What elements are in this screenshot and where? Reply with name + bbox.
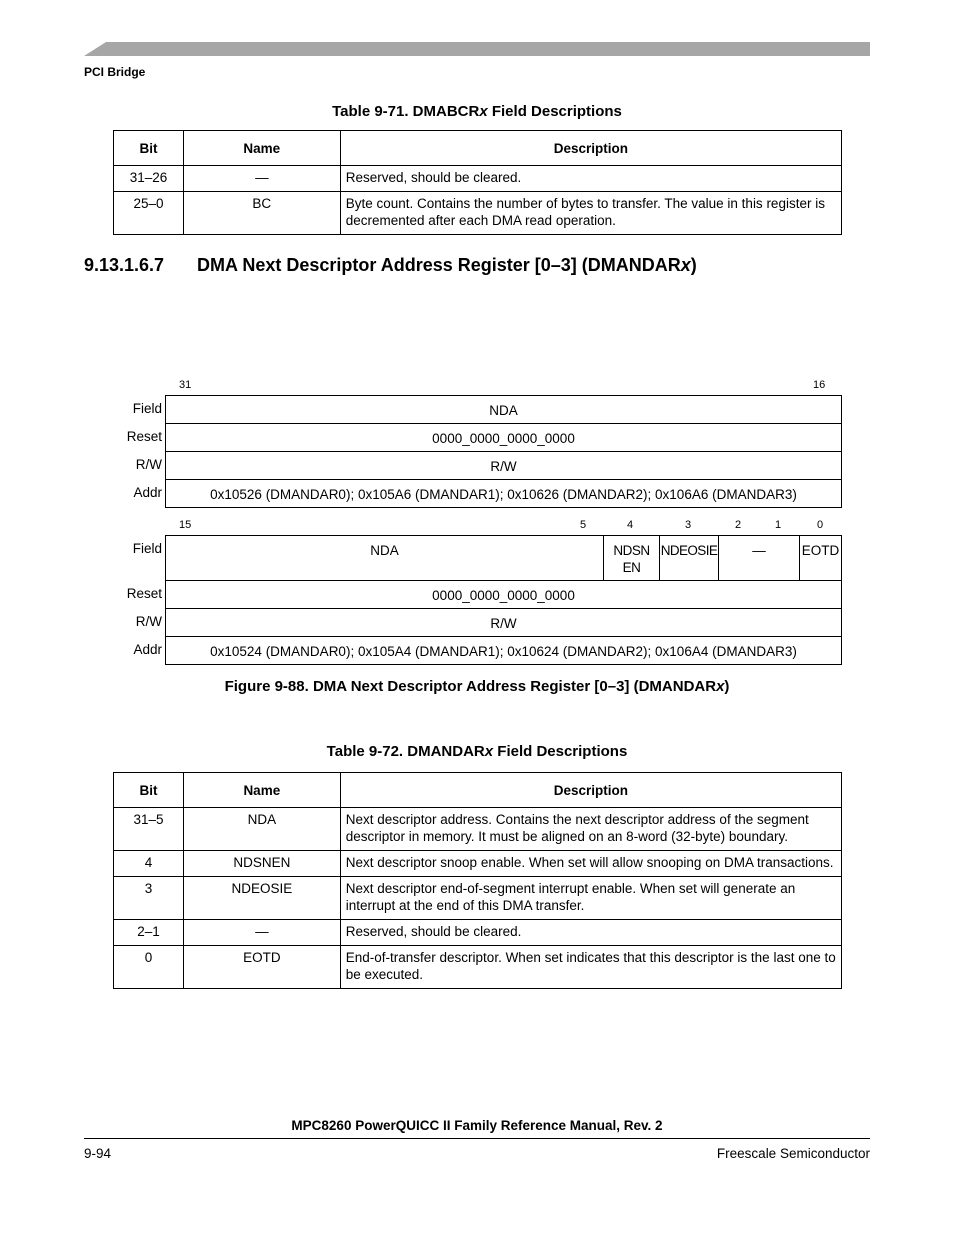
section-heading	[84, 255, 697, 276]
header-description: Description	[340, 131, 841, 166]
bit-number-1: 1	[775, 519, 782, 531]
caption-var: x	[716, 678, 725, 695]
caption-suffix: Field Descriptions	[493, 743, 628, 760]
table-row	[114, 851, 842, 877]
lower-field-eotd: EOTD	[799, 535, 842, 581]
cell-bit: 2–1	[114, 920, 184, 946]
caption-prefix: Figure 9-88. DMA Next Descriptor Address Register [0–3] (DMANDAR	[224, 678, 717, 695]
cell-name: —	[183, 920, 340, 946]
cell-description: Next descriptor end-of-segment interrupt enable. When set will generate an interrupt at the end of this DMA transfer.	[340, 877, 841, 920]
footer-manual-title: MPC8260 PowerQUICC II Family Reference Manual, Rev. 2	[291, 1118, 663, 1133]
table-row	[114, 166, 842, 192]
table-row	[114, 920, 842, 946]
cell-description: Next descriptor snoop enable. When set will allow snooping on DMA transactions.	[340, 851, 841, 877]
caption-suffix: Field Descriptions	[487, 103, 622, 120]
footer-divider	[84, 1138, 870, 1139]
table-9-72	[113, 772, 842, 989]
cell-name: NDEOSIE	[183, 877, 340, 920]
cell-description: Reserved, should be cleared.	[340, 166, 841, 192]
cell-bit: 4	[114, 851, 184, 877]
row-label-rw: R/W	[135, 614, 162, 629]
page-number: 9-94	[84, 1146, 112, 1161]
bit-number-0: 0	[817, 519, 824, 531]
table-row	[114, 192, 842, 235]
caption-suffix: )	[724, 678, 730, 695]
cell-name: —	[183, 166, 340, 192]
section-title-main: DMA Next Descriptor Address Register [0–3] (DMANDAR	[197, 255, 681, 275]
bit-number-5: 5	[580, 519, 587, 531]
cell-description: Byte count. Contains the number of bytes to transfer. The value in this register is decremented after each DMA read operation.	[340, 192, 841, 235]
lower-field-nda: NDA	[165, 535, 604, 581]
row-label-field: Field	[132, 541, 162, 556]
cell-bit: 25–0	[114, 192, 184, 235]
lower-field-ndeosie: NDEOSIE	[659, 535, 719, 581]
caption-var: x	[484, 743, 494, 760]
lower-rw-value: R/W	[165, 608, 842, 637]
bit-number-31: 31	[179, 379, 192, 391]
header-name: Name	[183, 131, 340, 166]
bit-number-15: 15	[179, 519, 192, 531]
caption-prefix: Table 9-71. DMABCR	[332, 103, 480, 120]
upper-rw-value: R/W	[165, 451, 842, 480]
cell-name: NDA	[183, 808, 340, 851]
lower-field-ndsnen: NDSNEN	[603, 535, 660, 581]
header-name: Name	[183, 773, 340, 808]
table-9-71	[113, 130, 842, 235]
bit-number-2: 2	[735, 519, 742, 531]
upper-field-nda: NDA	[165, 395, 842, 424]
header-bar	[84, 42, 870, 56]
upper-reset-value: 0000_0000_0000_0000	[165, 423, 842, 452]
caption-prefix: Table 9-72. DMANDAR	[326, 743, 485, 760]
caption-var: x	[479, 103, 488, 120]
table-9-71-caption	[0, 103, 954, 120]
cell-bit: 31–5	[114, 808, 184, 851]
table-header-row	[114, 131, 842, 166]
cell-name: NDSNEN	[183, 851, 340, 877]
table-9-72-caption	[0, 743, 954, 760]
bit-number-3: 3	[685, 519, 692, 531]
figure-9-88-caption	[0, 678, 954, 695]
row-label-addr: Addr	[133, 485, 162, 500]
lower-field-reserved: —	[718, 535, 800, 581]
cell-bit: 0	[114, 946, 184, 989]
header-bit: Bit	[114, 131, 184, 166]
bit-number-16: 16	[813, 379, 826, 391]
row-label-addr: Addr	[133, 642, 162, 657]
table-header-row	[114, 773, 842, 808]
section-title-end: )	[690, 255, 697, 275]
table-row	[114, 877, 842, 920]
cell-description: Next descriptor address. Contains the next descriptor address of the segment descriptor in memory. It must be aligned on an 8-word (32-byte) boundary.	[340, 808, 841, 851]
section-title-var: x	[680, 255, 691, 275]
cell-description: Reserved, should be cleared.	[340, 920, 841, 946]
table-row	[114, 808, 842, 851]
row-label-rw: R/W	[135, 457, 162, 472]
row-label-reset: Reset	[126, 586, 162, 601]
cell-name: BC	[183, 192, 340, 235]
table-row	[114, 946, 842, 989]
section-number: 9.13.1.6.7	[84, 255, 165, 275]
cell-bit: 31–26	[114, 166, 184, 192]
upper-addr-value: 0x10526 (DMANDAR0); 0x105A6 (DMANDAR1); 0x10626 (DMANDAR2); 0x106A6 (DMANDAR3)	[165, 479, 842, 508]
header-description: Description	[340, 773, 841, 808]
lower-addr-value: 0x10524 (DMANDAR0); 0x105A4 (DMANDAR1); 0x10624 (DMANDAR2); 0x106A4 (DMANDAR3)	[165, 636, 842, 665]
cell-bit: 3	[114, 877, 184, 920]
row-label-reset: Reset	[126, 429, 162, 444]
bit-number-4: 4	[627, 519, 634, 531]
running-head: PCI Bridge	[84, 65, 146, 79]
row-label-field: Field	[132, 401, 162, 416]
cell-description: End-of-transfer descriptor. When set indicates that this descriptor is the last one to be executed.	[340, 946, 841, 989]
header-bit: Bit	[114, 773, 184, 808]
cell-name: EOTD	[183, 946, 340, 989]
lower-reset-value: 0000_0000_0000_0000	[165, 580, 842, 609]
footer-company: Freescale Semiconductor	[716, 1146, 870, 1161]
